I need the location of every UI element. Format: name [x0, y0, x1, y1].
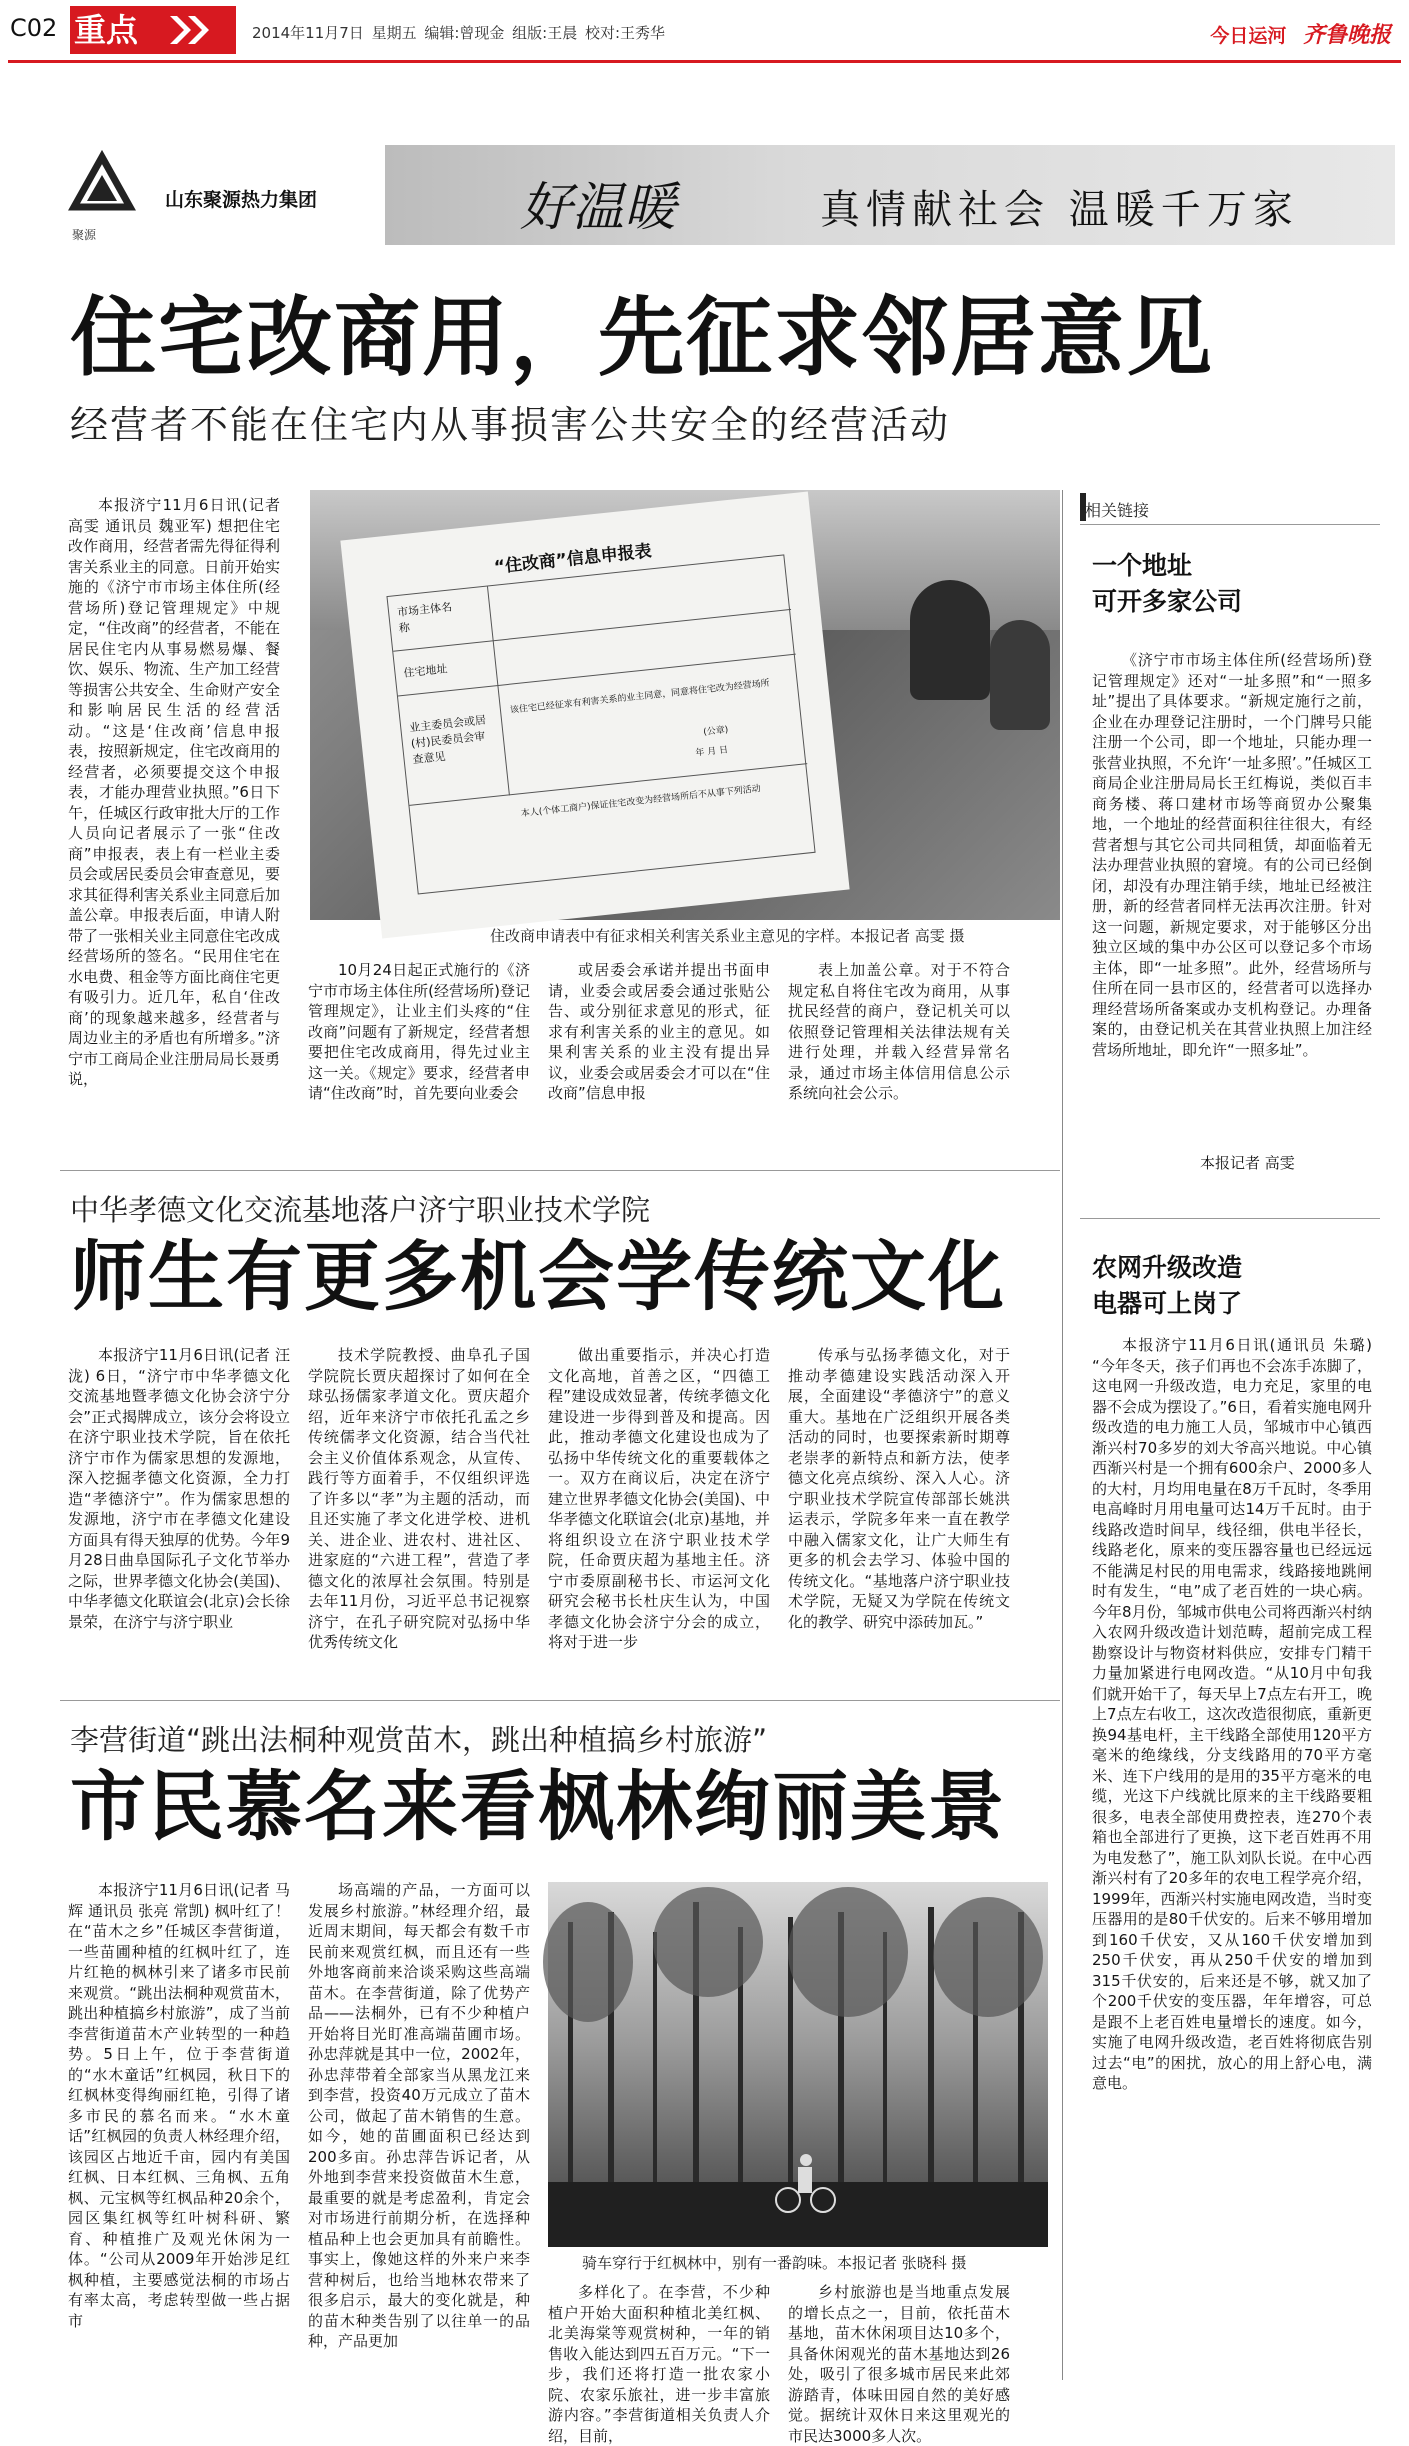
logo-text: 聚源: [72, 228, 97, 242]
subheadline-1: 经营者不能在住宅内从事损害公共安全的经营活动: [70, 403, 951, 447]
ad-slogan: 真情献社会 温暖千万家: [820, 187, 1299, 233]
form-title: “住改商”信息申报表: [493, 541, 653, 578]
photo-forest: [548, 1882, 1048, 2247]
sidebar-rule: [1080, 524, 1380, 525]
form-text: 本人(个体工商户)保证住宅改变为经营场所后不从事下列活动: [520, 784, 762, 820]
photo-caption-1: 住改商申请表中有征求相关利害关系业主意见的字样。本报记者 高雯 摄: [490, 927, 965, 945]
headline-1: 住宅改商用，先征求邻居意见: [70, 288, 1214, 388]
sidebar-author-1: 本报记者 高雯: [1200, 1154, 1295, 1172]
section-tag: 重点: [70, 6, 158, 54]
article2-col2: 技术学院教授、曲阜孔子国学院院长贾庆超探讨了如何在全球弘扬儒家孝道文化。贾庆超介绍，近年来济宁市依托孔孟之乡传统儒孝文化资源，结合当代社会主义价值体系观念，从宣传、践行等方面着手，不仅组织评选了许多以“孝”为主题的活动，而且还实施了孝文化进学校、进机关、进企业、进农村、进社区、进家庭的“六进工程”，营造了孝德文化的浓厚社会氛围。特别是去年11月份，习近平总书记视察济宁，在孔子研究院对弘扬中华优秀传统文化: [308, 1346, 530, 1651]
sidebar-label: 相关链接: [1085, 501, 1150, 520]
sidebar-text-1: 《济宁市市场主体住所(经营场所)登记管理规定》还对“一址多照”和“一照多址”提出了具体要求。“新规定施行之前，企业在办理登记注册时，一个门牌号只能注册一个公司，即一个地址，只能办理一张营业执照，不允许‘一址多照’。”任城区工商局企业注册局局长王红梅说，类似百丰商务楼、蒋口建材市场等商贸办公聚集地，一个地址的经营面积往往很大，有经营者想与其它公司共同租赁，却面临着无法办理营业执照的窘境。有的公司已经倒闭，却没有办理注销手续，地址已经被注册，新的经营者同样无法再次注册。针对这一问题，新规定要求，对于能够区分出独立区域的集中办公区可以登记多个市场主体，即“一址多照”。此外，经营场所与住所在同一县市区的，经营者可以选择办理经营场所备案或办支机构登记。办理备案的，由登记机关在其营业执照上加注经营场所地址，即允许“一照多址”。: [1092, 651, 1372, 1059]
article3-col4: 乡村旅游也是当地重点发展的增长点之一，目前，依托苗木基地，苗木休闲项目达10多个，具备休闲观光的苗木基地达到26处，吸引了很多城市居民来此郊游踏青，体味田园自然的美好感觉。据统计双休日来这里观光的市民达3000多人次。: [788, 2283, 1010, 2445]
chevron-right-icon: [150, 6, 236, 54]
sidebar-text-2: 本报济宁11月6日讯(通讯员 朱璐) “今年冬天，孩子们再也不会冻手冻脚了，这电网一升级改造，电力充足，家里的电器不会成为摆设了。”6日，看着实施电网升级改造的电力施工人员，邹城市中心镇西渐兴村70多岁的刘大爷高兴地说。中心镇西渐兴村是一个拥有600余户、2000多人的大村，月均用电量在8万千瓦时，冬季用电高峰时月用电量可达14万千瓦时。由于线路改造时间早，线径细，供电半径长，线路老化，原来的变压器容量也已经远远不能满足村民的用电需求，线路接地跳闸时有发生，“电”成了老百姓的一块心病。今年8月份，邹城市供电公司将西渐兴村纳入农网升级改造计划范畴，超前完成工程勘察设计与物资材料供应，安排专门精干力量加紧进行电网改造。“从10月中旬我们就开始干了，每天早上7点左右开工，晚上7点左右收工，这次改造很彻底，重新更换94基电杆，主干线路全部使用120平方毫米的绝缘线，分支线路用的70平方毫米、连下户线用的是用的35平方毫米的电缆，光这下户线就比原来的主干线路要粗很多，电表全部使用费控表，连270个表箱也全部进行了更换，这下老百姓再不用为电发愁了”，施工队刘队长说。在中心西渐兴村有了20多年的农电工程学亮介绍，1999年，西渐兴村实施电网改造，当时变压器用的是80千伏安的。后来不够用增加到160千伏安，又从160千伏安增加到250千伏安，再从250千伏安的增加到315千伏安的，后来还是不够，就又加了个200千伏安的变压器，年年增容，可总是跟不上老百姓电量增长的速度。如今，实施了电网升级改造，老百姓将彻底告别过去“电”的困扰，放心的用上舒心电，满意电。: [1092, 1336, 1372, 2092]
headline-2: 师生有更多机会学传统文化: [70, 1232, 1006, 1321]
form-label: 业主委员会或居(村)民委员会审查意见: [408, 713, 487, 767]
forest-illustration: [548, 1882, 1048, 2247]
section-rule: [60, 1700, 1060, 1701]
column-name: 今日运河: [1210, 25, 1287, 47]
form-label: 住宅地址: [402, 662, 449, 680]
column-divider: [1062, 490, 1063, 2380]
header-rule: [8, 60, 1401, 63]
application-form: [340, 492, 849, 939]
sidebar-title-1: 一个地址 可开多家公司: [1092, 551, 1243, 616]
form-table: [386, 554, 815, 894]
ad-brand: 好温暖: [520, 178, 677, 238]
article1-col3: 或居委会承诺并提出书面申请，业委会或居委会通过张贴公告、或分别征求意见的形式，征求有利害关系的业主的意见。如果利害关系的业主没有提出异议，业委会或居委会才可以在“住改商”信息申报: [548, 961, 770, 1102]
kicker-3: 李营街道“跳出法桐种观赏苗木，跳出种植搞乡村旅游”: [70, 1723, 768, 1757]
ad-company: 山东聚源热力集团: [165, 189, 318, 211]
article2-col3: 做出重要指示，并决心打造文化高地，首善之区，“四德工程”建设成效显著，传统孝德文化建设进一步得到普及和提高。因此，推动孝德文化建设也成为了弘扬中华传统文化的重要载体之一。双方在商议后，决定在济宁建立世界孝德文化协会(美国)、中华孝德文化联谊会(北京)基地，并将组织设立在济宁职业技术学院，任命贾庆超为基地主任。济宁市委原副秘书长、市运河文化研究会秘书长杜庆生认为，中国孝德文化协会济宁分会的成立，将对于进一步: [548, 1346, 770, 1651]
photo-form: [310, 490, 1060, 920]
page-number: C02: [10, 14, 58, 42]
form-text: 该住宅已经征求有利害关系的业主同意，同意将住宅改为经营场所: [509, 678, 771, 716]
sidebar-title-2: 农网升级改造 电器可上岗了: [1092, 1253, 1243, 1318]
article1-col1: 本报济宁11月6日讯(记者 高雯 通讯员 魏亚军) 想把住宅改作商用，经营者需先得征得利害关系业主的同意。日前开始实施的《济宁市市场主体住所(经营场所)登记管理规定》中规定，“住改商”的经营者，不能在居民住宅内从事易燃易爆、餐饮、娱乐、物流、生产加工经营等损害公共安全、生命财产安全和影响居民生活的经营活动。“这是‘住改商’信息申报表，按照新规定，住宅改商用的经营者，必须要提交这个申报表，才能办理营业执照。”6日下午，任城区行政审批大厅的工作人员向记者展示了一张“住改商”申报表，表上有一栏业主委员会或居民委员会审查意见，要求其征得利害关系业主同意后加盖公章。申报表后面，申请人附带了一张相关业主同意住宅改成经营场所的签名。“民用住宅在水电费、租金等方面比商住宅更有吸引力。近几年，私自‘住改商’的现象越来越多，经营者与周边业主的矛盾也有所增多。”济宁市工商局企业注册局局长聂勇说，: [68, 496, 280, 1088]
photo-caption-2: 骑车穿行于红枫林中，别有一番韵味。本报记者 张晓科 摄: [582, 2254, 967, 2272]
company-logo-icon: [72, 155, 132, 225]
person-silhouette: [990, 620, 1050, 730]
section-rule: [60, 1170, 1060, 1171]
article1-col4: 表上加盖公章。对于不符合规定私自将住宅改为商用，从事扰民经营的商户，登记机关可以依照登记管理相关法律法规有关进行处理，并载入经营异常名录，通过市场主体信用信息公示系统向社会公示。: [788, 961, 1010, 1102]
form-seal: (公章): [702, 725, 729, 738]
article3-col3: 多样化了。在李营，不少种植户开始大面积种植北美红枫、北美海棠等观赏树种，一年的销售收入能达到四五百万元。“下一步，我们还将打造一批农家小院、农家乐旅社，进一步丰富旅游内容。”李营街道相关负责人介绍，目前，: [548, 2283, 770, 2445]
form-label: 市场主体名称: [396, 600, 453, 635]
paper-name: 齐鲁晚报: [1302, 22, 1391, 48]
headline-3: 市民慕名来看枫林绚丽美景: [70, 1762, 1006, 1851]
form-date: 年 月 日: [695, 745, 729, 759]
kicker-2: 中华孝德文化交流基地落户济宁职业技术学院: [70, 1193, 651, 1227]
article1-col2: 10月24日起正式施行的《济宁市市场主体住所(经营场所)登记管理规定》，让业主们头疼的“住改商”问题有了新规定，经营者想要把住宅改成商用，得先过业主这一关。《规定》要求，经营者申请“住改商”时，首先要向业委会: [308, 961, 530, 1102]
article3-col2: 场高端的产品，一方面可以发展乡村旅游。”林经理介绍，最近周末期间，每天都会有数千市民前来观赏红枫，而且还有一些外地客商前来洽谈采购这些高端苗木。在李营街道，除了优势产品——法桐外，已有不少种植户开始将目光盯准高端苗圃市场。孙忠萍就是其中一位，2002年，孙忠萍带着全部家当从黑龙江来到李营，投资40万元成立了苗木公司，做起了苗木销售的生意。如今，她的苗圃面积已经达到200多亩。孙忠萍告诉记者，从外地到李营来投资做苗木生意，最重要的就是考虑盈利，肯定会对市场进行前期分析，在选择种植品种上也会更加具有前瞻性。事实上，像她这样的外来户来李营种树后，也给当地林农带来了很多启示，最大的变化就是，种的苗木种类告别了以往单一的品种，产品更加: [308, 1881, 530, 2350]
article2-col1: 本报济宁11月6日讯(记者 汪泷) 6日，“济宁市中华孝德文化交流基地暨孝德文化协会济宁分会”正式揭牌成立，该分会将设立在济宁职业技术学院，旨在依托济宁市作为儒家思想的发源地，深入挖掘孝德文化资源，全力打造“孝德济宁”。作为儒家思想的发源地，济宁市在孝德文化建设方面具有得天独厚的优势。今年9月28日曲阜国际孔子文化节举办之际，世界孝德文化协会(美国)、中华孝德文化联谊会(北京)会长徐景荣，在济宁与济宁职业: [68, 1346, 290, 1631]
article3-col1: 本报济宁11月6日讯(记者 马辉 通讯员 张亮 常凯) 枫叶红了！在“苗木之乡”任城区李营街道，一些苗圃种植的红枫叶红了，连片红艳的枫林引来了诸多市民前来观赏。“跳出法桐种观赏苗木，跳出种植搞乡村旅游”，成了当前李营街道苗木产业转型的一种趋势。5日上午，位于李营街道的“水木童话”红枫园，秋日下的红枫林变得绚丽红艳，引得了诸多市民的慕名而来。“水木童话”红枫园的负责人林经理介绍，该园区占地近千亩，园内有美国红枫、日本红枫、三角枫、五角枫、元宝枫等红枫品种20余个，园区集红枫等红叶树科研、繁育、种植推广及观光休闲为一体。“公司从2009年开始涉足红枫种植，主要感觉法桐的市场占有率太高，考虑转型做一些占据市: [68, 1881, 290, 2330]
masthead: [1210, 18, 1391, 49]
person-silhouette: [910, 580, 990, 700]
article2-col4: 传承与弘扬孝德文化，对于推动孝德建设实践活动深入开展，全面建设“孝德济宁”的意义重大。基地在广泛组织开展各类活动的同时，也要探索新时期尊老崇孝的新特点和新方法，使孝德文化亮点缤纷、深入人心。济宁职业技术学院宣传部部长姚洪运表示，学院多年来一直在教学中融入儒家文化，让广大师生有更多的机会去学习、体验中国的传统文化。“基地落户济宁职业技术学院，无疑又为学院在传统文化的教学、研究中添砖加瓦。”: [788, 1346, 1010, 1631]
issue-meta: 2014年11月7日 星期五 编辑:曾现金 组版:王晨 校对:王秀华: [252, 24, 666, 42]
sidebar-rule: [1080, 1218, 1380, 1219]
